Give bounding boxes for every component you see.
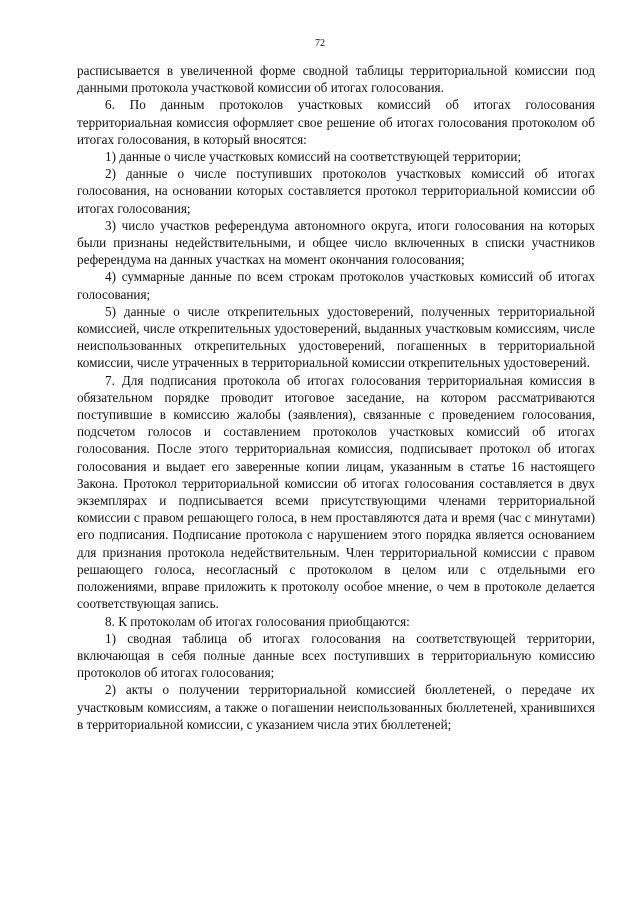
paragraph: 2) данные о числе поступивших протоколов участковых комиссий об итогах голосования, на основании которых составляется протокол территориальной комиссии об итогах голосования;	[77, 166, 595, 216]
paragraph: 5) данные о числе открепительных удостоверений, полученных территориальной комиссией, числе открепительных удостоверений, выданных участковым комиссиям, числе неиспользованных открепительных удостоверений, погашенных в территориальной комиссии, числе утраченных в территориальной комиссии открепительных удостоверений.	[77, 303, 595, 371]
page-number: 72	[315, 38, 325, 49]
paragraph: 7. Для подписания протокола об итогах голосования территориальная комиссия в обязательном порядке проводит итоговое заседание, на котором рассматриваются поступившие в комиссию жалобы (заявления), связанные с проведением голосования, подсчетом голосов и составлением протоколов участковых комиссий об итогах голосования. После этого территориальная комиссия, подписывает протокол об итогах голосования и выдает его заверенные копии лицам, указанным в статье 16 настоящего Закона. Протокол территориальной комиссии об итогах голосования составляется в двух экземплярах и подписывается всеми присутствующими членами территориальной комиссии с правом решающего голоса, в нем проставляются дата и время (час с минутами) его подписания. Подписание протокола с нарушением этого порядка является основанием для признания протокола недействительным. Член территориальной комиссии с правом решающего голоса, несогласный с протоколом в целом или с отдельными его положениями, вправе приложить к протоколу особое мнение, о чем в протоколе делается соответствующая запись.	[77, 372, 595, 612]
paragraph: 3) число участков референдума автономного округа, итоги голосования на которых были признаны недействительными, и общее число включенных в списки участников референдума на данных участках на момент окончания голосования;	[77, 217, 595, 268]
paragraph: 4) суммарные данные по всем строкам протоколов участковых комиссий об итогах голосования;	[77, 269, 595, 302]
paragraph: 1) данные о числе участковых комиссий на соответствующей территории;	[105, 149, 522, 165]
paragraph: расписывается в увеличенной форме сводной таблицы территориальной комиссии под данными протокола участковой комиссии об итогах голосования.	[77, 63, 595, 96]
paragraph: 1) сводная таблица об итогах голосования на соответствующей территории, включающая в себя полные данные всех поступивших в территориальную комиссию протоколов об итогах голосования;	[77, 630, 595, 681]
paragraph: 2) акты о получении территориальной комиссией бюллетеней, о передаче их участковым комиссиям, а также о погашении неиспользованных бюллетеней, хранившихся в территориальной комиссии, с указанием числа этих бюллетеней;	[77, 682, 595, 732]
paragraph: 6. По данным протоколов участковых комиссий об итогах голосования территориальная комиссия оформляет свое решение об итогах голосования протоколом об итогах голосования, в который вносятся:	[77, 97, 595, 147]
document-body	[77, 62, 595, 733]
paragraph: 8. К протоколам об итогах голосования приобщаются:	[105, 613, 410, 629]
